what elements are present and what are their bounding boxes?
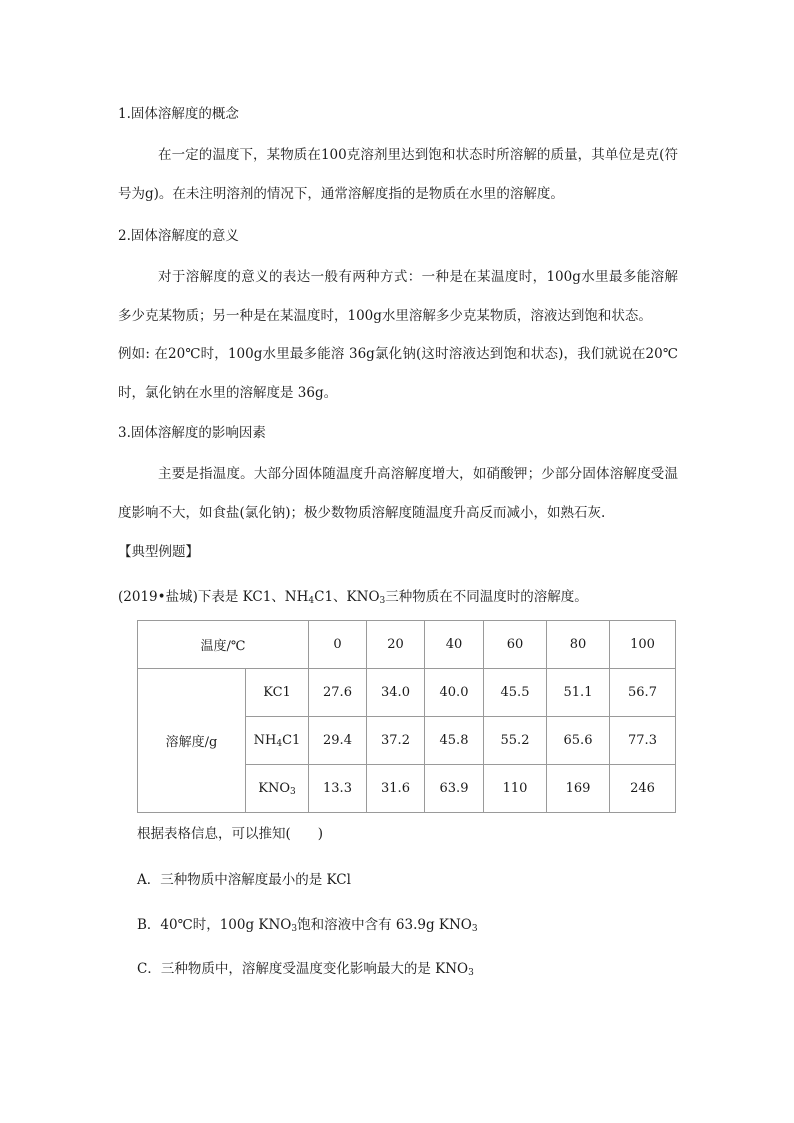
question-source: (2019•盐城) [118, 589, 198, 605]
option-c: C．三种物质中，溶解度受温度变化影响最大的是 $KNO_3$ [137, 961, 474, 978]
value-cell: 13.3 [309, 765, 367, 813]
value-cell: 55.2 [484, 717, 547, 765]
stem-part-b: C1、KNO [314, 589, 380, 605]
section-3-title: 3.固体溶解度的影响因素 [118, 425, 266, 441]
option-text: 三种物质中溶解度最小的是 KCl [160, 872, 351, 888]
value-cell: 29.4 [309, 717, 367, 765]
value-cell: 246 [610, 765, 676, 813]
option-letter: A． [137, 872, 161, 888]
stem-sub-2: 3 [379, 596, 386, 606]
value-cell: 27.6 [309, 669, 367, 717]
option-letter: B． [137, 917, 161, 933]
temp-cell: 0 [309, 621, 367, 669]
option-b: B．40℃时，100g $KNO_3$饱和溶液中含有 63.9g $KNO_3$ [137, 917, 478, 934]
table-row [138, 669, 676, 717]
section-2-example: 例如: 在20℃时，100g水里最多能溶 36g氯化钠(这时溶液达到饱和状态)，我们就说在20℃时，氯化钠在水里的溶解度是 36g。 [118, 346, 678, 401]
section-1-title: 1.固体溶解度的概念 [118, 106, 239, 122]
temp-cell: 80 [547, 621, 610, 669]
value-cell: 63.9 [425, 765, 484, 813]
stem-part-a: 下表是 KC1、NH [197, 589, 309, 605]
value-cell: 37.2 [367, 717, 425, 765]
temp-cell: 60 [484, 621, 547, 669]
value-cell: 31.6 [367, 765, 425, 813]
value-cell: 40.0 [425, 669, 484, 717]
value-cell: 34.0 [367, 669, 425, 717]
solubility-label: 溶解度/g [138, 669, 246, 813]
temp-cell: 100 [610, 621, 676, 669]
value-cell: 51.1 [547, 669, 610, 717]
stem-part-c: 三种物质在不同温度时的溶解度。 [385, 589, 588, 605]
value-cell: 56.7 [610, 669, 676, 717]
section-1-body: 在一定的温度下，某物质在100克溶剂里达到饱和状态时所溶解的质量，其单位是克(符号为g)。在未注明溶剂的情况下，通常溶解度指的是物质在水里的溶解度。 [118, 147, 678, 202]
section-2-body: 对于溶解度的意义的表达一般有两种方式：一种是在某温度时，100g水里最多能溶解多少克某物质；另一种是在某温度时，100g水里溶解多少克某物质，溶液达到饱和状态。 [118, 269, 678, 324]
value-cell: 65.6 [547, 717, 610, 765]
option-text: 40℃时，100g KNO [160, 917, 292, 933]
option-text-2: 饱和溶液中含有 63.9g KNO [297, 917, 472, 933]
temp-cell: 40 [425, 621, 484, 669]
question-stem [118, 585, 588, 606]
table-header-row [138, 621, 676, 669]
substance-name: $KNO_3$ [246, 765, 309, 813]
section-2-title: 2.固体溶解度的意义 [118, 228, 239, 244]
substance-name: KC1 [246, 669, 309, 717]
stem-sub-1: 4 [308, 596, 315, 606]
header-temperature-label: 温度/℃ [138, 621, 309, 669]
value-cell: 169 [547, 765, 610, 813]
section-3-body: 主要是指温度。大部分固体随温度升高溶解度增大，如硝酸钾；少部分固体溶解度受温度影响不大，如食盐(氯化钠)；极少数物质溶解度随温度升高反而减小，如熟石灰. [118, 466, 678, 521]
value-cell: 45.8 [425, 717, 484, 765]
value-cell: 110 [484, 765, 547, 813]
option-text: 三种物质中，溶解度受温度变化影响最大的是 KNO [160, 961, 469, 977]
value-cell: 45.5 [484, 669, 547, 717]
substance-name: $NH_4C1$ [246, 717, 309, 765]
option-a [137, 868, 351, 888]
temp-cell: 20 [367, 621, 425, 669]
option-letter: C． [137, 961, 161, 977]
example-heading: 【典型例题】 [118, 544, 199, 560]
value-cell: 77.3 [610, 717, 676, 765]
question-prompt: 根据表格信息，可以推知( ) [137, 826, 324, 842]
solubility-table [137, 620, 676, 813]
